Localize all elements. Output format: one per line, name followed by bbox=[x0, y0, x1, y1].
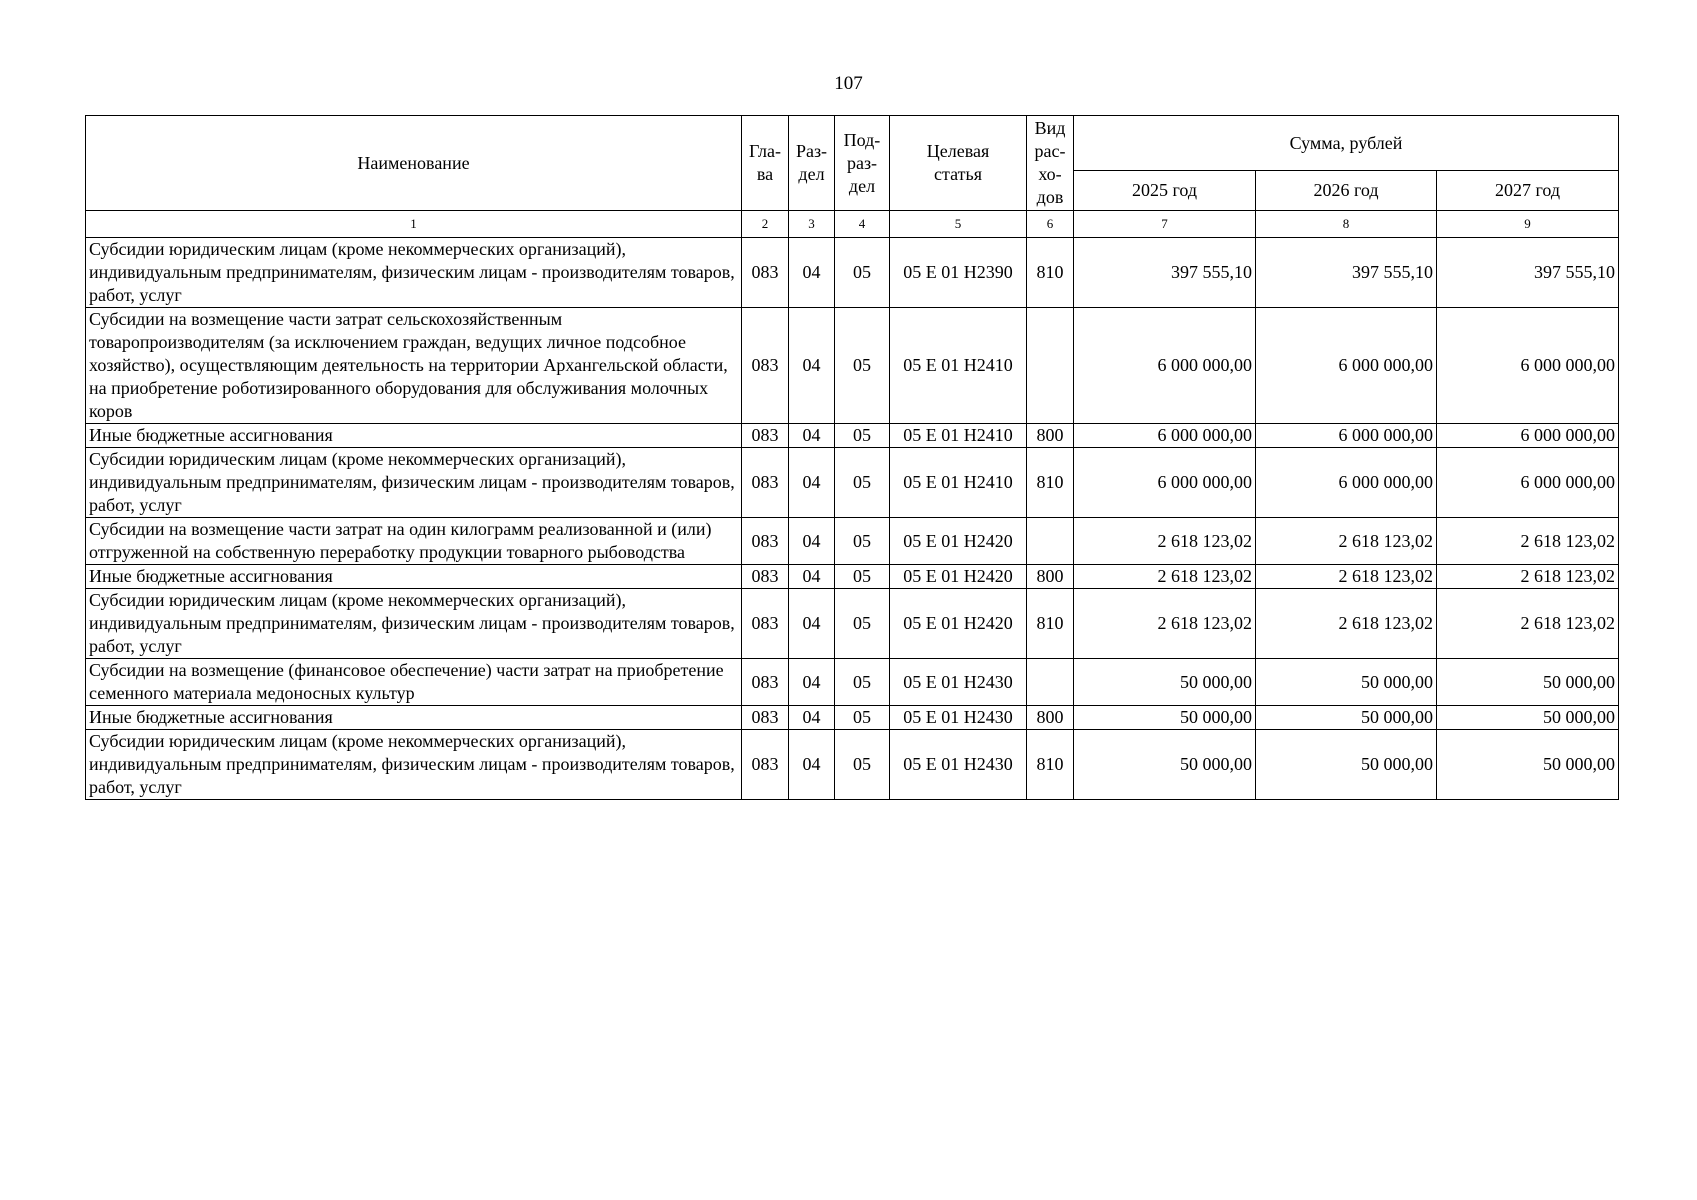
row-glava: 083 bbox=[742, 565, 789, 589]
row-razdel: 04 bbox=[789, 589, 835, 659]
row-name: Иные бюджетные ассигнования bbox=[86, 706, 742, 730]
row-razdel: 04 bbox=[789, 238, 835, 308]
row-amount-2026: 6 000 000,00 bbox=[1256, 448, 1437, 518]
row-vid-rashodov: 810 bbox=[1027, 730, 1074, 800]
row-amount-2025: 397 555,10 bbox=[1074, 238, 1256, 308]
header-glava: Гла- ва bbox=[742, 116, 789, 211]
row-podrazdel: 05 bbox=[835, 518, 890, 565]
header-vid-rashodov: Вид рас- хо- дов bbox=[1027, 116, 1074, 211]
row-celevaya-statya: 05 Е 01 Н2420 bbox=[890, 589, 1027, 659]
column-number-row bbox=[86, 211, 1619, 238]
row-vid-rashodov: 810 bbox=[1027, 589, 1074, 659]
row-podrazdel: 05 bbox=[835, 730, 890, 800]
header-summa: Сумма, рублей bbox=[1074, 116, 1619, 171]
row-podrazdel: 05 bbox=[835, 565, 890, 589]
row-vid-rashodov bbox=[1027, 518, 1074, 565]
row-razdel: 04 bbox=[789, 518, 835, 565]
row-amount-2027: 2 618 123,02 bbox=[1437, 589, 1619, 659]
column-number: 9 bbox=[1437, 211, 1619, 238]
row-glava: 083 bbox=[742, 518, 789, 565]
row-amount-2027: 2 618 123,02 bbox=[1437, 518, 1619, 565]
row-razdel: 04 bbox=[789, 424, 835, 448]
row-glava: 083 bbox=[742, 308, 789, 424]
row-celevaya-statya: 05 Е 01 Н2430 bbox=[890, 730, 1027, 800]
row-celevaya-statya: 05 Е 01 Н2420 bbox=[890, 565, 1027, 589]
row-razdel: 04 bbox=[789, 659, 835, 706]
row-name: Субсидии на возмещение части затрат на один килограмм реализованной и (или) отгруженной на собственную переработку продукции товарного рыбоводства bbox=[86, 518, 742, 565]
row-glava: 083 bbox=[742, 589, 789, 659]
table-row bbox=[86, 238, 1619, 308]
row-podrazdel: 05 bbox=[835, 706, 890, 730]
row-celevaya-statya: 05 Е 01 Н2430 bbox=[890, 706, 1027, 730]
row-name: Субсидии юридическим лицам (кроме некоммерческих организаций), индивидуальным предпринимателям, физическим лицам - производителям товаров, работ, услуг bbox=[86, 589, 742, 659]
row-amount-2026: 2 618 123,02 bbox=[1256, 589, 1437, 659]
column-number: 7 bbox=[1074, 211, 1256, 238]
row-vid-rashodov bbox=[1027, 308, 1074, 424]
column-number: 8 bbox=[1256, 211, 1437, 238]
row-amount-2026: 2 618 123,02 bbox=[1256, 565, 1437, 589]
row-vid-rashodov: 810 bbox=[1027, 448, 1074, 518]
header-year-2026: 2026 год bbox=[1256, 171, 1437, 211]
row-amount-2027: 6 000 000,00 bbox=[1437, 448, 1619, 518]
row-amount-2027: 50 000,00 bbox=[1437, 730, 1619, 800]
table-row bbox=[86, 518, 1619, 565]
row-amount-2025: 6 000 000,00 bbox=[1074, 308, 1256, 424]
row-amount-2027: 6 000 000,00 bbox=[1437, 424, 1619, 448]
table-row bbox=[86, 706, 1619, 730]
row-amount-2027: 397 555,10 bbox=[1437, 238, 1619, 308]
row-amount-2025: 50 000,00 bbox=[1074, 730, 1256, 800]
row-amount-2027: 6 000 000,00 bbox=[1437, 308, 1619, 424]
header-year-2027: 2027 год bbox=[1437, 171, 1619, 211]
row-name: Субсидии юридическим лицам (кроме некоммерческих организаций), индивидуальным предпринимателям, физическим лицам - производителям товаров, работ, услуг bbox=[86, 448, 742, 518]
row-celevaya-statya: 05 Е 01 Н2410 bbox=[890, 424, 1027, 448]
row-vid-rashodov: 810 bbox=[1027, 238, 1074, 308]
table-row bbox=[86, 424, 1619, 448]
row-amount-2025: 50 000,00 bbox=[1074, 706, 1256, 730]
table-row bbox=[86, 589, 1619, 659]
header-celevaya-statya: Целевая статья bbox=[890, 116, 1027, 211]
row-celevaya-statya: 05 Е 01 Н2410 bbox=[890, 448, 1027, 518]
column-number: 3 bbox=[789, 211, 835, 238]
row-vid-rashodov: 800 bbox=[1027, 424, 1074, 448]
budget-table bbox=[85, 115, 1619, 800]
row-amount-2026: 2 618 123,02 bbox=[1256, 518, 1437, 565]
row-celevaya-statya: 05 Е 01 Н2430 bbox=[890, 659, 1027, 706]
row-razdel: 04 bbox=[789, 730, 835, 800]
table-row bbox=[86, 308, 1619, 424]
row-amount-2027: 50 000,00 bbox=[1437, 659, 1619, 706]
row-glava: 083 bbox=[742, 238, 789, 308]
row-name: Субсидии на возмещение части затрат сельскохозяйственным товаропроизводителям (за исключением граждан, ведущих личное подсобное хозяйство), осуществляющим деятельность на территории Архангельской области, на приобретение роботизированного оборудования для обслуживания молочных коров bbox=[86, 308, 742, 424]
row-amount-2027: 2 618 123,02 bbox=[1437, 565, 1619, 589]
table-row bbox=[86, 565, 1619, 589]
column-number: 4 bbox=[835, 211, 890, 238]
row-name: Субсидии юридическим лицам (кроме некоммерческих организаций), индивидуальным предпринимателям, физическим лицам - производителям товаров, работ, услуг bbox=[86, 730, 742, 800]
row-amount-2025: 2 618 123,02 bbox=[1074, 518, 1256, 565]
row-amount-2027: 50 000,00 bbox=[1437, 706, 1619, 730]
row-podrazdel: 05 bbox=[835, 659, 890, 706]
row-amount-2025: 6 000 000,00 bbox=[1074, 448, 1256, 518]
page-number: 107 bbox=[834, 73, 863, 94]
row-amount-2026: 6 000 000,00 bbox=[1256, 424, 1437, 448]
header-podrazdel: Под- раз- дел bbox=[835, 116, 890, 211]
header-name: Наименование bbox=[86, 116, 742, 211]
header-year-2025: 2025 год bbox=[1074, 171, 1256, 211]
row-name: Иные бюджетные ассигнования bbox=[86, 565, 742, 589]
row-amount-2026: 50 000,00 bbox=[1256, 730, 1437, 800]
row-amount-2025: 2 618 123,02 bbox=[1074, 589, 1256, 659]
row-glava: 083 bbox=[742, 448, 789, 518]
row-amount-2026: 50 000,00 bbox=[1256, 659, 1437, 706]
row-glava: 083 bbox=[742, 659, 789, 706]
row-razdel: 04 bbox=[789, 565, 835, 589]
row-celevaya-statya: 05 Е 01 Н2410 bbox=[890, 308, 1027, 424]
row-podrazdel: 05 bbox=[835, 589, 890, 659]
row-name: Субсидии на возмещение (финансовое обеспечение) части затрат на приобретение семенного материала медоносных культур bbox=[86, 659, 742, 706]
row-amount-2026: 6 000 000,00 bbox=[1256, 308, 1437, 424]
row-vid-rashodov bbox=[1027, 659, 1074, 706]
row-amount-2026: 397 555,10 bbox=[1256, 238, 1437, 308]
row-amount-2026: 50 000,00 bbox=[1256, 706, 1437, 730]
row-vid-rashodov: 800 bbox=[1027, 565, 1074, 589]
row-podrazdel: 05 bbox=[835, 424, 890, 448]
table-row bbox=[86, 659, 1619, 706]
row-vid-rashodov: 800 bbox=[1027, 706, 1074, 730]
row-amount-2025: 6 000 000,00 bbox=[1074, 424, 1256, 448]
row-razdel: 04 bbox=[789, 308, 835, 424]
row-glava: 083 bbox=[742, 730, 789, 800]
row-amount-2025: 50 000,00 bbox=[1074, 659, 1256, 706]
row-glava: 083 bbox=[742, 424, 789, 448]
column-number: 2 bbox=[742, 211, 789, 238]
column-number: 6 bbox=[1027, 211, 1074, 238]
row-razdel: 04 bbox=[789, 706, 835, 730]
column-number: 5 bbox=[890, 211, 1027, 238]
row-glava: 083 bbox=[742, 706, 789, 730]
row-podrazdel: 05 bbox=[835, 448, 890, 518]
row-podrazdel: 05 bbox=[835, 308, 890, 424]
header-razdel: Раз- дел bbox=[789, 116, 835, 211]
row-podrazdel: 05 bbox=[835, 238, 890, 308]
row-celevaya-statya: 05 Е 01 Н2390 bbox=[890, 238, 1027, 308]
row-razdel: 04 bbox=[789, 448, 835, 518]
row-celevaya-statya: 05 Е 01 Н2420 bbox=[890, 518, 1027, 565]
row-name: Субсидии юридическим лицам (кроме некоммерческих организаций), индивидуальным предпринимателям, физическим лицам - производителям товаров, работ, услуг bbox=[86, 238, 742, 308]
row-amount-2025: 2 618 123,02 bbox=[1074, 565, 1256, 589]
column-number: 1 bbox=[86, 211, 742, 238]
row-name: Иные бюджетные ассигнования bbox=[86, 424, 742, 448]
table-row bbox=[86, 448, 1619, 518]
table-row bbox=[86, 730, 1619, 800]
